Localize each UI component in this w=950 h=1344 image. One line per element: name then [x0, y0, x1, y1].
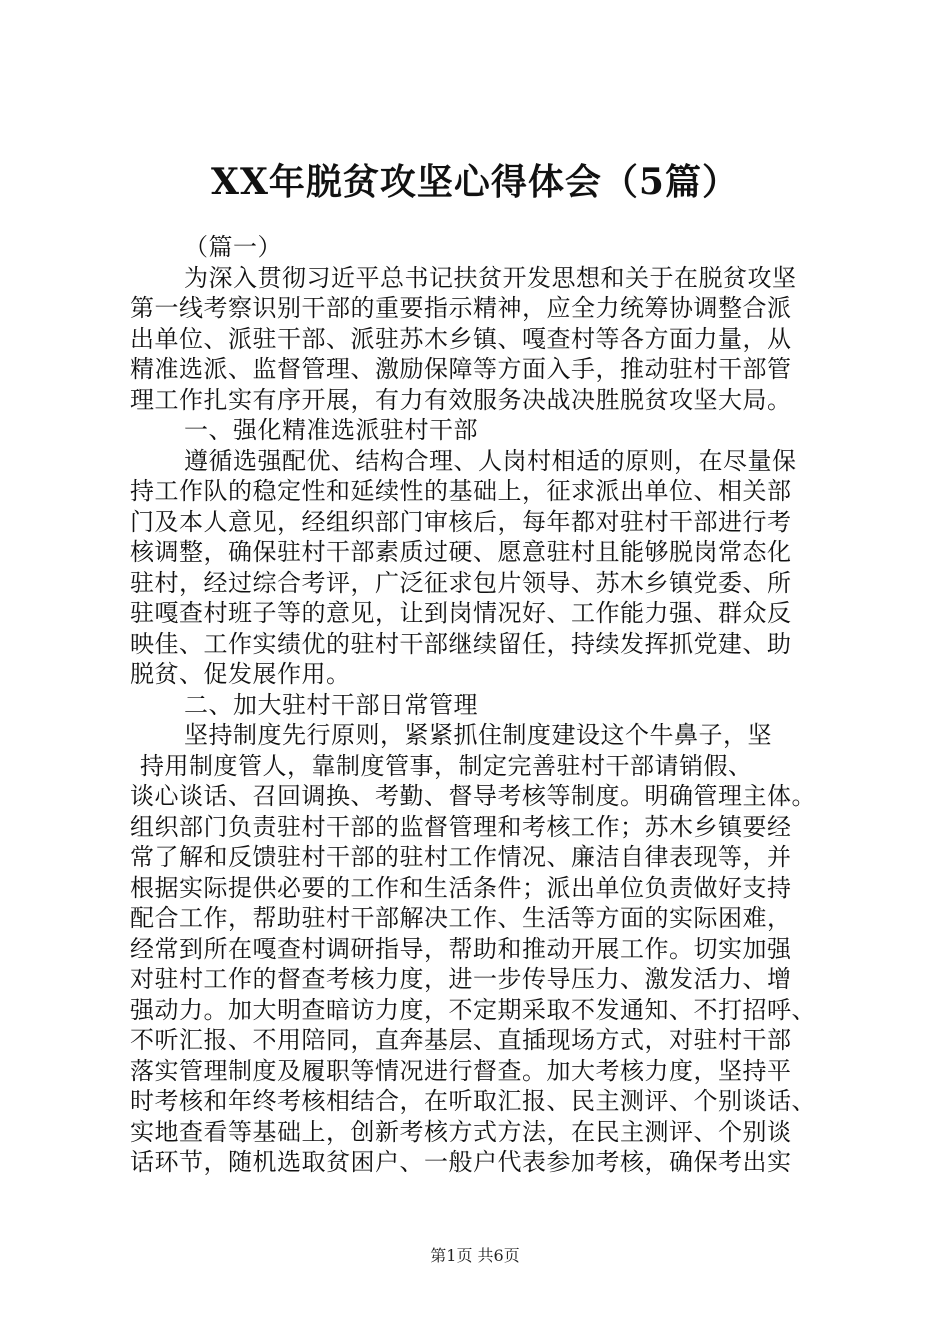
paragraph-line: 强动力。加大明查暗访力度，不定期采取不发通知、不打招呼、 — [130, 995, 816, 1024]
paragraph-line: 为深入贯彻习近平总书记扶贫开发思想和关于在脱贫攻坚 — [184, 263, 797, 292]
paragraph-line: 核调整，确保驻村干部素质过硬、愿意驻村且能够脱岗常态化 — [130, 538, 792, 566]
paragraph-line: 经常到所在嘎查村调研指导，帮助和推动开展工作。切实加强 — [130, 934, 792, 963]
paragraph-line: 理工作扎实有序开展，有力有效服务决战决胜脱贫攻坚大局。 — [130, 385, 792, 414]
paragraph-line: 遵循选强配优、结构合理、人岗村相适的原则，在尽量保 — [184, 446, 797, 475]
paragraph-line: 映佳、工作实绩优的驻村干部继续留任，持续发挥抓党建、助 — [130, 629, 792, 658]
paragraph-line: 对驻村工作的督查考核力度，进一步传导压力、激发活力、增 — [130, 965, 792, 993]
document-title: XX年脱贫攻坚心得体会（5篇） — [211, 161, 739, 203]
paragraph-line: 配合工作，帮助驻村干部解决工作、生活等方面的实际困难， — [130, 904, 792, 932]
paragraph-line: 驻嘎查村班子等的意见，让到岗情况好、工作能力强、群众反 — [130, 599, 792, 627]
paragraph-line: 持用制度管人，靠制度管事，制定完善驻村干部请销假、 — [140, 751, 753, 780]
page-footer: 第1页 共6页 — [430, 1246, 520, 1265]
paragraph-line: 精准选派、监督管理、激励保障等方面入手，推动驻村干部管 — [130, 355, 792, 383]
paragraph-line: 第一线考察识别干部的重要指示精神，应全力统筹协调整合派 — [130, 294, 792, 322]
paragraph-line: 驻村，经过综合考评，广泛征求包片领导、苏木乡镇党委、所 — [130, 568, 792, 597]
paragraph-line: 组织部门负责驻村干部的监督管理和考核工作；苏木乡镇要经 — [130, 812, 792, 841]
paragraph-line: 坚持制度先行原则，紧紧抓住制度建设这个牛鼻子，坚 — [184, 721, 772, 749]
paragraph-line: 时考核和年终考核相结合，在听取汇报、民主测评、个别谈话、 — [130, 1087, 816, 1115]
paragraph-line: 实地查看等基础上，创新考核方式方法，在民主测评、个别谈 — [130, 1117, 792, 1146]
section-heading: 二、加大驻村干部日常管理 — [184, 690, 478, 719]
paragraph-line: 常了解和反馈驻村干部的驻村工作情况、廉洁自律表现等，并 — [130, 843, 792, 871]
paragraph-line: 持工作队的稳定性和延续性的基础上，征求派出单位、相关部 — [130, 477, 792, 505]
paragraph-line: 脱贫、促发展作用。 — [130, 660, 351, 688]
section-heading: 一、强化精准选派驻村干部 — [184, 416, 478, 444]
document-body — [130, 232, 834, 1178]
paragraph-line: 门及本人意见，经组织部门审核后，每年都对驻村干部进行考 — [130, 507, 792, 536]
paragraph-line: 话环节，随机选取贫困户、一般户代表参加考核，确保考出实 — [130, 1148, 792, 1176]
paragraph-line: 根据实际提供必要的工作和生活条件；派出单位负责做好支持 — [130, 873, 792, 902]
paragraph-line: 谈心谈话、召回调换、考勤、督导考核等制度。明确管理主体。 — [130, 782, 816, 810]
paragraph-line: 出单位、派驻干部、派驻苏木乡镇、嘎查村等各方面力量，从 — [130, 324, 792, 353]
paragraph-line: 不听汇报、不用陪同，直奔基层、直插现场方式，对驻村干部 — [130, 1026, 792, 1054]
section-label: （篇一） — [184, 233, 282, 261]
paragraph-line: 落实管理制度及履职等情况进行督查。加大考核力度，坚持平 — [130, 1056, 792, 1085]
